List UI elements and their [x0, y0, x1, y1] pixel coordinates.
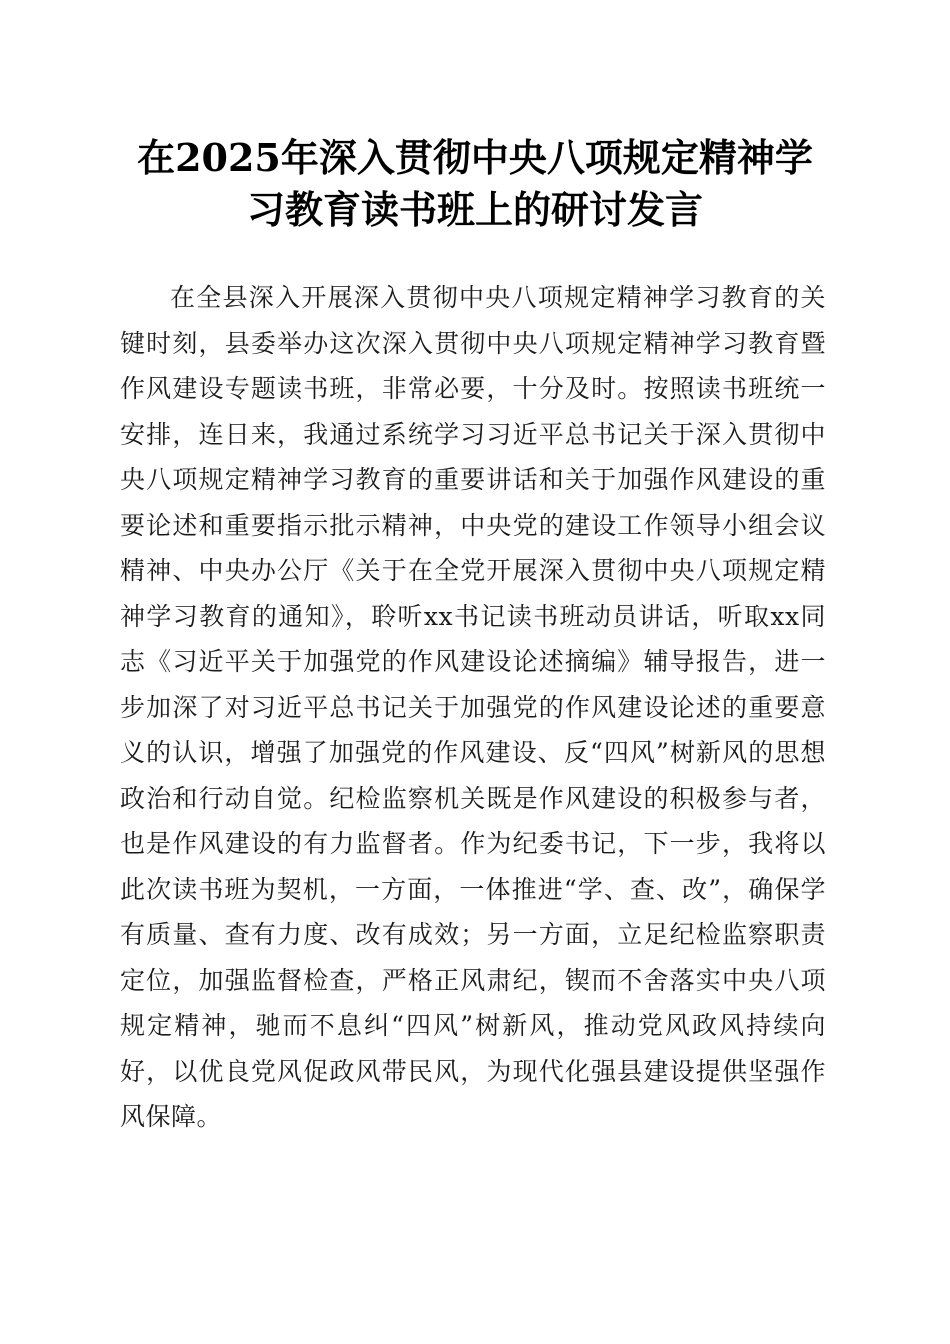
body-paragraph: 在全县深入开展深入贯彻中央八项规定精神学习教育的关键时刻，县委举办这次深入贯彻中央八项规定精神学习教育暨作风建设专题读书班，非常必要，十分及时。按照读书班统一安排，连日来，我通过系统学习习近平总书记关于深入贯彻中央八项规定精神学习教育的重要讲话和关于加强作风建设的重要论述和重要指示批示精神，中央党的建设工作领导小组会议精神、中央办公厅《关于在全党开展深入贯彻中央八项规定精神学习教育的通知》，聆听xx书记读书班动员讲话，听取xx同志《习近平关于加强党的作风建设论述摘编》辅导报告，进一步加深了对习近平总书记关于加强党的作风建设论述的重要意义的认识，增强了加强党的作风建设、反“四风”树新风的思想政治和行动自觉。纪检监察机关既是作风建设的积极参与者，也是作风建设的有力监督者。作为纪委书记，下一步，我将以此次读书班为契机，一方面，一体推进“学、查、改”，确保学有质量、查有力度、改有成效；另一方面，立足纪检监察职责定位，加强监督检查，严格正风肃纪，锲而不舍落实中央八项规定精神，驰而不息纠“四风”树新风，推动党风政风持续向好，以优良党风促政风带民风，为现代化强县建设提供坚强作风保障。: [120, 283, 826, 1131]
document-title: 在2025年深入贯彻中央八项规定精神学习教育读书班上的研讨发言: [137, 135, 813, 232]
